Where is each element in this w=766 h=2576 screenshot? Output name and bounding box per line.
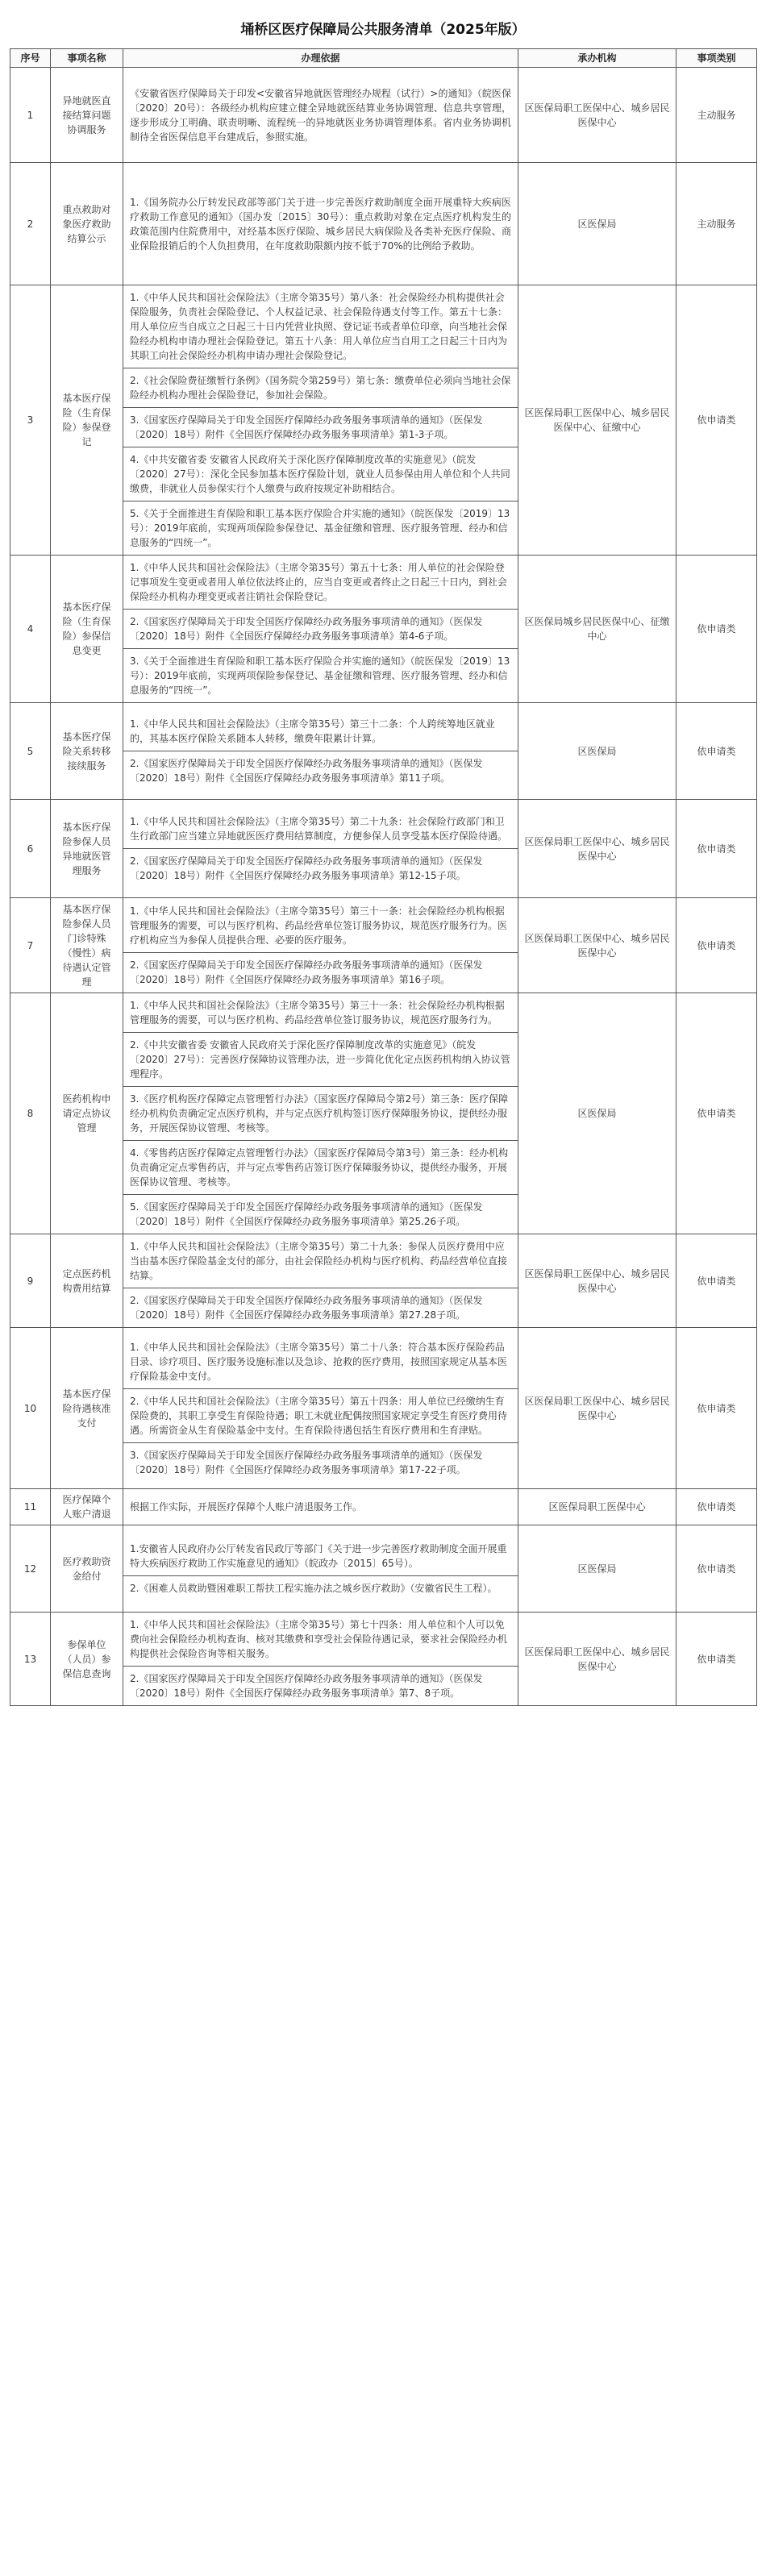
row-seq: 4 — [10, 556, 51, 703]
basis-clause: 4.《中共安徽省委 安徽省人民政府关于深化医疗保障制度改革的实施意见》（皖发〔2020〕27号）：深化全民参加基本医疗保险计划，就业人员参保由用人单位和个人共同缴费，非就业人员参保实行个人缴费与政府按规定补助相结合。 — [123, 447, 518, 501]
row-seq: 7 — [10, 898, 51, 993]
row-category: 依申请类 — [676, 993, 757, 1234]
basis-clause: 2.《中共安徽省委 安徽省人民政府关于深化医疗保障制度改革的实施意见》（皖发〔2020〕27号）：完善医疗保障协议管理办法，进一步简化优化定点医药机构纳入协议管理程序。 — [123, 1033, 518, 1087]
basis-clause: 2.《国家医疗保障局关于印发全国医疗保障经办政务服务事项清单的通知》（医保发〔2020〕18号）附件《全国医疗保障经办政务服务事项清单》第12-15子项。 — [130, 855, 483, 881]
row-item-name: 基本医疗保险参保人员门诊特殊（慢性）病待遇认定管理 — [51, 898, 123, 993]
row-item-name: 基本医疗保险关系转移接续服务 — [51, 703, 123, 800]
table-row — [10, 163, 757, 285]
table-row — [10, 1234, 757, 1328]
row-category: 依申请类 — [676, 1525, 757, 1613]
basis-clause: 根据工作实际，开展医疗保障个人账户清退服务工作。 — [130, 1501, 363, 1513]
row-item-name: 定点医药机构费用结算 — [51, 1234, 123, 1328]
row-basis-cell — [123, 800, 518, 898]
row-seq: 3 — [10, 285, 51, 556]
header-item-name: 事项名称 — [51, 49, 123, 68]
basis-clause: 3.《国家医疗保障局关于印发全国医疗保障经办政务服务事项清单的通知》（医保发〔2020〕18号）附件《全国医疗保障经办政务服务事项清单》第17-22子项。 — [130, 1449, 483, 1475]
basis-clause: 1.《中华人民共和国社会保险法》（主席令第35号）第五十七条：用人单位的社会保险登记事项发生变更或者用人单位依法终止的，应当自变更或者终止之日起三十日内，到社会保险经办机构办理变更或者注销社会保险登记。 — [123, 556, 518, 610]
basis-clause: 3.《医疗机构医疗保障定点管理暂行办法》（国家医疗保障局令第2号）第三条：医疗保障经办机构负责确定定点医疗机构，并与定点医疗机构签订医疗保障服务协议，提供经办服务，开展医保协议管理、考核等。 — [123, 1087, 518, 1141]
row-basis-cell — [123, 993, 518, 1234]
header-category: 事项类别 — [676, 49, 757, 68]
row-item-name: 医疗保障个人账户清退 — [51, 1489, 123, 1525]
row-seq: 5 — [10, 703, 51, 800]
row-org: 区医保局职工医保中心、城乡居民医保中心、征缴中心 — [518, 285, 676, 556]
header-seq: 序号 — [10, 49, 51, 68]
basis-clause: 1.《中华人民共和国社会保险法》（主席令第35号）第二十九条：参保人员医疗费用中应当由基本医疗保险基金支付的部分，由社会保险经办机构与医疗机构、药品经营单位直接结算。 — [123, 1234, 518, 1288]
row-seq: 8 — [10, 993, 51, 1234]
row-category: 依申请类 — [676, 1234, 757, 1328]
basis-clause: 2.《国家医疗保障局关于印发全国医疗保障经办政务服务事项清单的通知》（医保发〔2020〕18号）附件《全国医疗保障经办政务服务事项清单》第27.28子项。 — [130, 1295, 483, 1321]
row-basis-cell — [123, 285, 518, 556]
basis-clause: 1.《中华人民共和国社会保险法》（主席令第35号）第七十四条：用人单位和个人可以免费向社会保险经办机构查询、核对其缴费和享受社会保险待遇记录，要求社会保险经办机构提供社会保险咨询等相关服务。 — [123, 1613, 518, 1667]
basis-clause: 1.《中华人民共和国社会保险法》（主席令第35号）第三十一条：社会保险经办机构根据管理服务的需要，可以与医疗机构、药品经营单位签订服务协议，规范医疗服务行为。医疗机构应当为参保人员提供合理、必要的医疗服务。 — [123, 899, 518, 953]
row-item-name: 基本医疗保险待遇核准支付 — [51, 1328, 123, 1489]
row-category: 依申请类 — [676, 285, 757, 556]
row-org: 区医保局 — [518, 163, 676, 285]
row-category: 主动服务 — [676, 163, 757, 285]
row-item-name: 重点救助对象医疗救助结算公示 — [51, 163, 123, 285]
row-org: 区医保局 — [518, 703, 676, 800]
row-category: 依申请类 — [676, 703, 757, 800]
basis-clause: 1.《中华人民共和国社会保险法》（主席令第35号）第八条：社会保险经办机构提供社会保险服务，负责社会保险登记、个人权益记录、社会保险待遇支付等工作。第五十七条：用人单位应当自成立之日起三十日内凭营业执照、登记证书或者单位印章，向当地社会保险经办机构申请办理社会保险登记。第五十八条：用人单位应当自用工之日起三十日内为其职工向社会保险经办机构申请办理社会保险登记。 — [123, 285, 518, 368]
table-row — [10, 993, 757, 1234]
row-seq: 2 — [10, 163, 51, 285]
row-org: 区医保局 — [518, 993, 676, 1234]
row-item-name: 基本医疗保险（生育保险）参保信息变更 — [51, 556, 123, 703]
table-row — [10, 1489, 757, 1525]
row-category: 主动服务 — [676, 68, 757, 163]
basis-clause: 2.《中华人民共和国社会保险法》（主席令第35号）第五十四条：用人单位已经缴纳生育保险费的，其职工享受生育保险待遇；职工未就业配偶按照国家规定享受生育医疗费用待遇。所需资金从生育保险基金中支付。生育保险待遇包括生育医疗费用和生育津贴。 — [123, 1389, 518, 1443]
row-org: 区医保局职工医保中心、城乡居民医保中心 — [518, 68, 676, 163]
basis-clause: 3.《国家医疗保障局关于印发全国医疗保障经办政务服务事项清单的通知》（医保发〔2020〕18号）附件《全国医疗保障经办政务服务事项清单》第1-3子项。 — [123, 408, 518, 447]
basis-clause: 1.安徽省人民政府办公厅转发省民政厅等部门《关于进一步完善医疗救助制度全面开展重特大疾病医疗救助工作实施意见的通知》（皖政办〔2015〕65号）。 — [123, 1537, 518, 1576]
row-category: 依申请类 — [676, 800, 757, 898]
row-seq: 11 — [10, 1489, 51, 1525]
row-seq: 9 — [10, 1234, 51, 1328]
basis-clause: 5.《关于全面推进生育保险和职工基本医疗保险合并实施的通知》（皖医保发〔2019〕13号）：2019年底前，实现两项保险参保登记、基金征缴和管理、医疗服务管理、经办和信息服务的“四统一”。 — [130, 508, 510, 548]
row-org: 区医保局职工医保中心、城乡居民医保中心 — [518, 1234, 676, 1328]
basis-clause: 1.《中华人民共和国社会保险法》（主席令第35号）第三十二条：个人跨统筹地区就业的，其基本医疗保险关系随本人转移，缴费年限累计计算。 — [123, 712, 518, 751]
table-row — [10, 800, 757, 898]
basis-clause: 4.《零售药店医疗保障定点管理暂行办法》（国家医疗保障局令第3号）第三条：经办机构负责确定定点零售药店，并与定点零售药店签订医疗保障服务协议，提供经办服务，开展医保协议管理、考核等。 — [123, 1141, 518, 1195]
row-org: 区医保局职工医保中心、城乡居民医保中心 — [518, 800, 676, 898]
table-row — [10, 285, 757, 556]
row-org: 区医保局职工医保中心、城乡居民医保中心 — [518, 898, 676, 993]
row-org: 区医保局职工医保中心、城乡居民医保中心 — [518, 1613, 676, 1706]
row-basis-cell — [123, 163, 518, 285]
table-row — [10, 898, 757, 993]
basis-clause: 2.《困难人员救助暨困难职工帮扶工程实施办法之城乡医疗救助》（安徽省民生工程）。 — [130, 1583, 497, 1594]
row-basis-cell — [123, 1328, 518, 1489]
row-item-name: 基本医疗保险（生育保险）参保登记 — [51, 285, 123, 556]
row-basis-cell — [123, 1613, 518, 1706]
row-category: 依申请类 — [676, 1613, 757, 1706]
table-row — [10, 1525, 757, 1613]
row-seq: 13 — [10, 1613, 51, 1706]
basis-clause: 《安徽省医疗保障局关于印发<安徽省异地就医管理经办规程（试行）>的通知》（皖医保〔2020〕20号）：各级经办机构应建立健全异地就医结算业务协调管理、信息共享管理，逐步形成分工明确、联责明晰、流程统一的异地就医业务协调管理体系。省内业务协调机制待全省医保信息平台建成后，参照实施。 — [130, 87, 511, 143]
basis-clause: 2.《国家医疗保障局关于印发全国医疗保障经办政务服务事项清单的通知》（医保发〔2020〕18号）附件《全国医疗保障经办政务服务事项清单》第7、8子项。 — [130, 1673, 483, 1699]
row-item-name: 医药机构申请定点协议管理 — [51, 993, 123, 1234]
basis-clause: 1.《中华人民共和国社会保险法》（主席令第35号）第二十八条：符合基本医疗保险药品目录、诊疗项目、医疗服务设施标准以及急诊、抢救的医疗费用，按照国家规定从基本医疗保险基金中支付。 — [123, 1335, 518, 1389]
table-row — [10, 556, 757, 703]
row-basis-cell — [123, 703, 518, 800]
row-item-name: 医疗救助资金给付 — [51, 1525, 123, 1613]
row-org: 区医保局 — [518, 1525, 676, 1613]
row-basis-cell — [123, 1525, 518, 1613]
basis-clause: 1.《中华人民共和国社会保险法》（主席令第35号）第三十一条：社会保险经办机构根据管理服务的需要，可以与医疗机构、药品经营单位签订服务协议，规范医疗服务行为。 — [123, 993, 518, 1033]
row-org: 区医保局职工医保中心 — [518, 1489, 676, 1525]
row-seq: 12 — [10, 1525, 51, 1613]
table-row — [10, 703, 757, 800]
table-row — [10, 1328, 757, 1489]
row-org: 区医保局职工医保中心、城乡居民医保中心 — [518, 1328, 676, 1489]
table-header-row — [10, 49, 757, 68]
row-seq: 10 — [10, 1328, 51, 1489]
basis-clause: 2.《社会保险费征缴暂行条例》（国务院令第259号）第七条：缴费单位必须向当地社会保险经办机构办理社会保险登记，参加社会保险。 — [123, 368, 518, 408]
row-basis-cell — [123, 1234, 518, 1328]
row-item-name: 基本医疗保险参保人员异地就医管理服务 — [51, 800, 123, 898]
document-title: 埇桥区医疗保障局公共服务清单（2025年版） — [240, 22, 526, 38]
basis-clause: 2.《国家医疗保障局关于印发全国医疗保障经办政务服务事项清单的通知》（医保发〔2020〕18号）附件《全国医疗保障经办政务服务事项清单》第4-6子项。 — [123, 610, 518, 649]
row-item-name: 参保单位（人员）参保信息查询 — [51, 1613, 123, 1706]
basis-clause: 5.《国家医疗保障局关于印发全国医疗保障经办政务服务事项清单的通知》（医保发〔2020〕18号）附件《全国医疗保障经办政务服务事项清单》第25.26子项。 — [130, 1201, 483, 1227]
table-row — [10, 68, 757, 163]
basis-clause: 1.《国务院办公厅转发民政部等部门关于进一步完善医疗救助制度全面开展重特大疾病医疗救助工作意见的通知》（国办发〔2015〕30号）：重点救助对象在定点医疗机构发生的政策范围内住院费用中，对经基本医疗保险、城乡居民大病保险及各类补充医疗保险、商业保险报销后的个人负担费用，在年度救助限额内按不低于70%的比例给予救助。 — [130, 196, 511, 252]
service-list-table — [10, 48, 757, 1706]
row-seq: 6 — [10, 800, 51, 898]
row-org: 区医保局城乡居民医保中心、征缴中心 — [518, 556, 676, 703]
basis-clause: 2.《国家医疗保障局关于印发全国医疗保障经办政务服务事项清单的通知》（医保发〔2020〕18号）附件《全国医疗保障经办政务服务事项清单》第16子项。 — [130, 959, 483, 985]
header-org: 承办机构 — [518, 49, 676, 68]
row-category: 依申请类 — [676, 1489, 757, 1525]
row-seq: 1 — [10, 68, 51, 163]
basis-clause: 2.《国家医疗保障局关于印发全国医疗保障经办政务服务事项清单的通知》（医保发〔2020〕18号）附件《全国医疗保障经办政务服务事项清单》第11子项。 — [130, 758, 483, 784]
row-category: 依申请类 — [676, 556, 757, 703]
table-row — [10, 1613, 757, 1706]
row-category: 依申请类 — [676, 1328, 757, 1489]
header-basis: 办理依据 — [123, 49, 518, 68]
basis-clause: 1.《中华人民共和国社会保险法》（主席令第35号）第二十九条：社会保险行政部门和卫生行政部门应当建立异地就医医疗费用结算制度，方便参保人员享受基本医疗保险待遇。 — [123, 809, 518, 849]
row-basis-cell — [123, 68, 518, 163]
row-basis-cell — [123, 898, 518, 993]
basis-clause: 3.《关于全面推进生育保险和职工基本医疗保险合并实施的通知》（皖医保发〔2019〕13号）：2019年底前，实现两项保险参保登记、基金征缴和管理、医疗服务管理、经办和信息服务的“四统一”。 — [130, 655, 510, 696]
row-basis-cell — [123, 556, 518, 703]
table-body — [10, 68, 757, 1706]
row-basis-cell — [123, 1489, 518, 1525]
row-category: 依申请类 — [676, 898, 757, 993]
row-item-name: 异地就医直接结算问题协调服务 — [51, 68, 123, 163]
